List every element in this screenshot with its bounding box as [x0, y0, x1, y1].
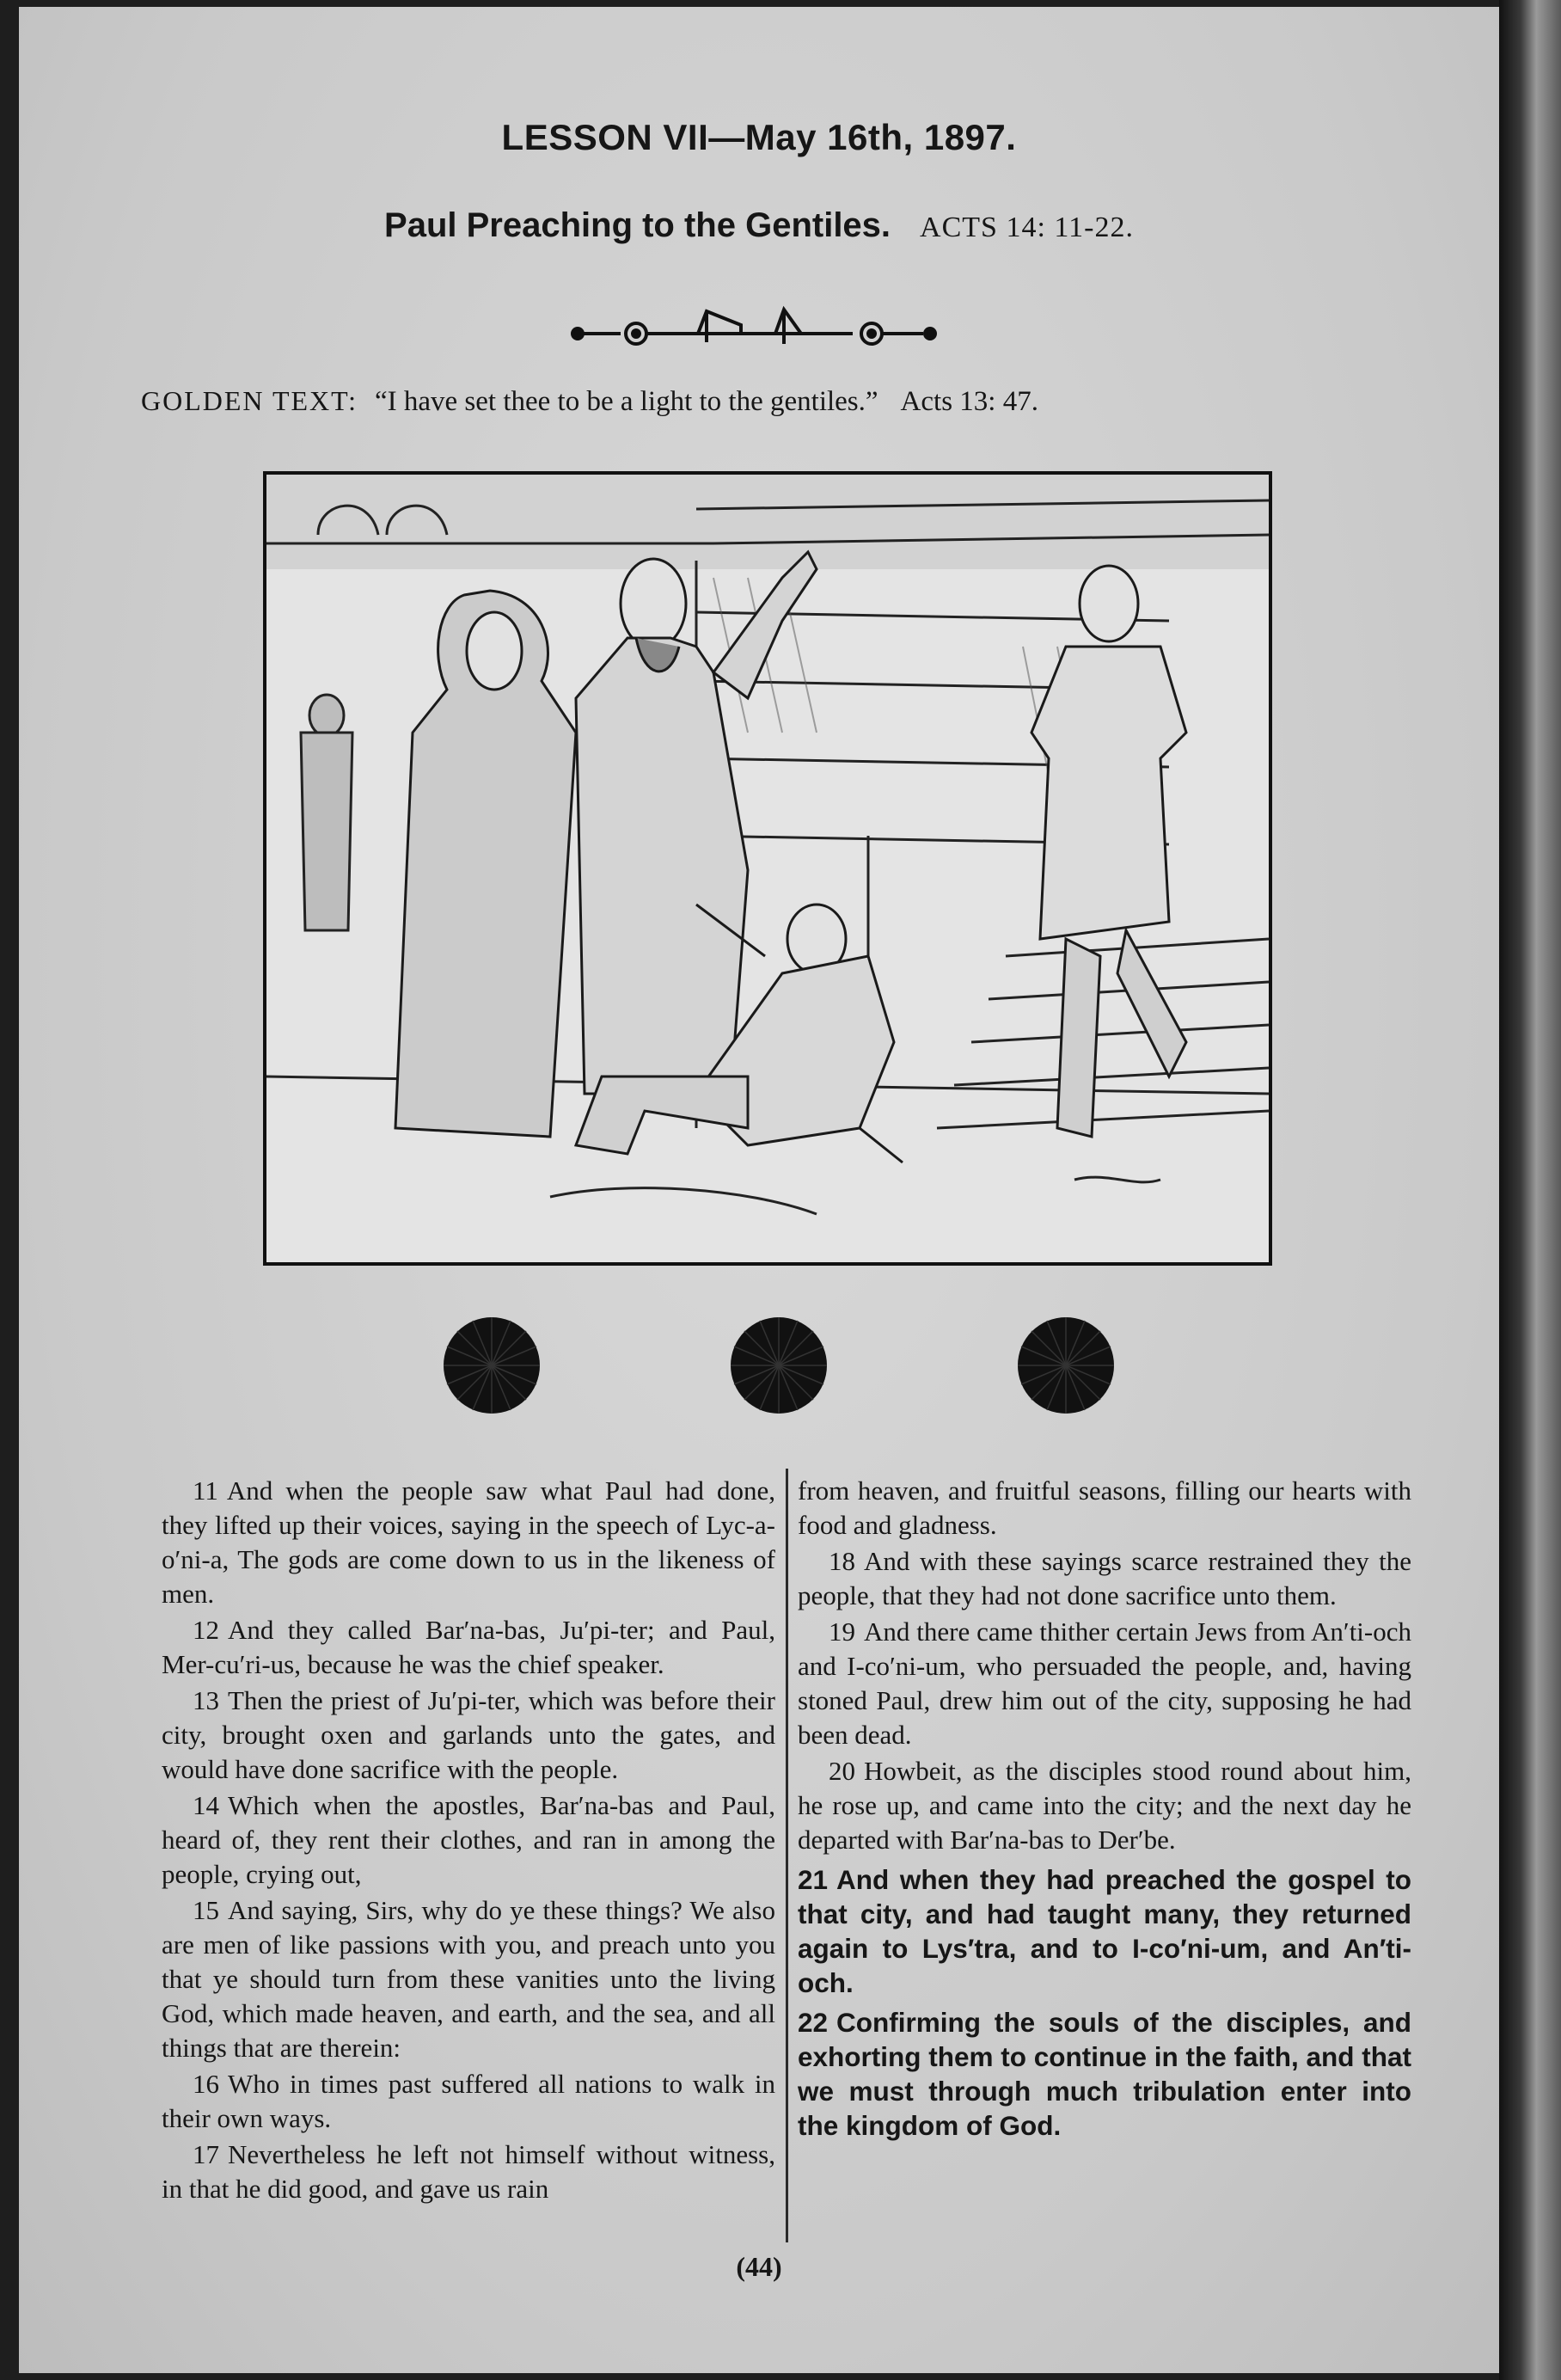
golden-text-label: GOLDEN TEXT: — [141, 385, 358, 416]
verse-text: Confirming the souls of the disciples, and exhorting them to continue in the faith, and that we must through much tribulation enter into the kingdom of God. — [798, 2007, 1411, 2141]
adjacent-page-edge — [1499, 0, 1561, 2380]
verse-number: 12 — [193, 1615, 219, 1645]
verse — [162, 2067, 775, 2136]
verse-number: 22 — [798, 2007, 829, 2038]
scripture-column-right — [798, 1474, 1411, 2144]
lesson-title: LESSON VII—May 16th, 1897. — [501, 117, 1017, 157]
sunburst-ornament-icon — [729, 1316, 829, 1415]
verse-number: 13 — [193, 1685, 219, 1715]
scripture-column-left — [162, 1474, 775, 2208]
golden-text-quote: “I have set thee to be a light to the gentiles.” — [375, 386, 878, 417]
page-number: (44) — [736, 2251, 782, 2282]
sunburst-ornament-icon — [1016, 1316, 1116, 1415]
verse-number: 14 — [193, 1790, 219, 1820]
book-page — [19, 7, 1499, 2373]
lesson-subject: Paul Preaching to the Gentiles. — [384, 206, 891, 244]
verse-text: And there came thither certain Jews from An′ti-och and I-co′ni-um, who persuaded the people, and, having stoned Paul, drew him out of the city, supposing he had been dead. — [798, 1616, 1411, 1750]
verse — [798, 1544, 1411, 1613]
verse — [162, 1684, 775, 1787]
verse-text: Then the priest of Ju′pi-ter, which was before their city, brought oxen and garlands unto the gates, and would have done sacrifice with the people. — [162, 1685, 775, 1784]
verse-text: And with these sayings scarce restrained they the people, that they had not done sacrifice unto them. — [798, 1546, 1411, 1610]
golden-text — [141, 385, 1344, 418]
verse-number: 16 — [193, 2069, 219, 2099]
verse-number: 21 — [798, 1864, 829, 1895]
verse-number: 20 — [829, 1756, 855, 1786]
verse-text: And when they had preached the gospel to that city, and had taught many, they returned again to Lys′tra, and to I-co′ni-um, and An′ti-och. — [798, 1864, 1411, 1998]
engraving-paul-heals-lame-man-icon — [266, 475, 1269, 1262]
verse-text: Which when the apostles, Bar′na-bas and Paul, heard of, they rent their clothes, and ran in among the people, crying out, — [162, 1790, 775, 1889]
verse-text: Howbeit, as the disciples stood round about him, he rose up, and came into the city; and the next day he departed with Bar′na-bas to Der′be. — [798, 1756, 1411, 1855]
verse-emphasized — [798, 2005, 1411, 2143]
verse-text: Who in times past suffered all nations to walk in their own ways. — [162, 2069, 775, 2133]
verse-number: 18 — [829, 1546, 855, 1576]
verse-text: And when the people saw what Paul had done, they lifted up their voices, saying in the speech of Lyc-a-o′ni-a, The gods are come down to us in the likeness of men. — [162, 1475, 775, 1609]
golden-text-reference: Acts 13: 47. — [900, 386, 1038, 417]
verse-emphasized — [798, 1862, 1411, 2000]
verse — [162, 1893, 775, 2065]
verse — [162, 1613, 775, 1682]
verse — [798, 1754, 1411, 1857]
verse-number: 15 — [193, 1895, 219, 1925]
verse-continuation: from heaven, and fruitful seasons, filling our hearts with food and gladness. — [798, 1475, 1411, 1540]
lesson-illustration — [263, 471, 1272, 1266]
verse-text: And saying, Sirs, why do ye these things? We also are men of like passions with you, and preach unto you that ye should turn from these vanities unto the living God, which made heaven, and earth, and the sea, and all things that are therein: — [162, 1895, 775, 2063]
ornament-divider-icon — [569, 299, 939, 368]
verse-number: 11 — [193, 1475, 218, 1506]
verse-text: Nevertheless he left not himself without witness, in that he did good, and gave us rain — [162, 2139, 775, 2204]
column-divider — [786, 1469, 788, 2242]
lesson-subtitle-row — [19, 206, 1499, 245]
lesson-reference: ACTS 14: 11-22. — [920, 212, 1134, 243]
verse-number: 19 — [829, 1616, 855, 1647]
verse — [798, 1615, 1411, 1752]
verse-number: 17 — [193, 2139, 219, 2169]
verse-text: And they called Bar′na-bas, Ju′pi-ter; and Paul, Mer-cu′ri-us, because he was the chief speaker. — [162, 1615, 775, 1679]
verse — [162, 1474, 775, 1611]
verse — [162, 1788, 775, 1892]
sunburst-ornament-icon — [442, 1316, 542, 1415]
verse — [162, 2138, 775, 2206]
